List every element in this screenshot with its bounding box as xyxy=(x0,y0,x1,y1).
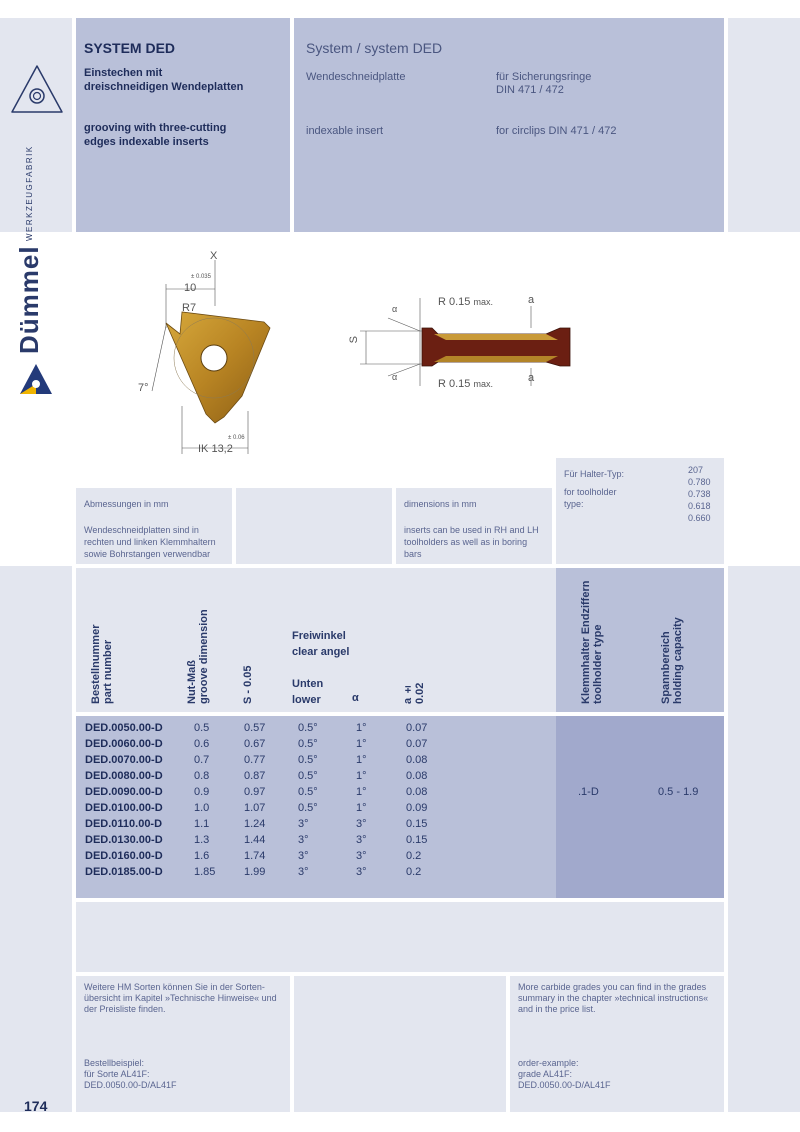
circlip-en: for circlips DIN 471 / 472 xyxy=(496,125,617,137)
alpha-value: 3° xyxy=(356,866,367,878)
insert-symbol-icon xyxy=(8,62,66,117)
header-right-panel xyxy=(294,18,724,232)
table-row xyxy=(76,786,556,802)
table-row xyxy=(76,722,556,738)
insert-de: Wendeschneidplatte xyxy=(306,71,406,83)
dims-de: Abmessungen in mm xyxy=(84,499,169,509)
span-value: 0.5 - 1.9 xyxy=(658,786,699,798)
header-clear: Freiwinkel clear angel xyxy=(292,630,350,658)
info-de-panel xyxy=(76,488,232,564)
part-number: DED.0130.00-D xyxy=(85,834,163,846)
dim-r7-label: R7 xyxy=(182,302,197,314)
lower-value: 3° xyxy=(298,850,309,862)
part-number: DED.0050.00-D xyxy=(85,722,163,734)
a-value: 0.08 xyxy=(406,754,428,766)
alpha-value: 1° xyxy=(356,786,367,798)
insert-en: indexable insert xyxy=(306,125,384,137)
info-en-panel xyxy=(396,488,552,564)
dim-s-label: S xyxy=(348,336,360,344)
usage-en: inserts can be used in RH and LH toolholders as well as in boring bars xyxy=(404,525,539,559)
footer-en-panel xyxy=(510,976,724,1112)
table-row xyxy=(76,770,556,786)
table-row xyxy=(76,834,556,850)
brand-name: Dümmel xyxy=(14,245,44,354)
dim-tol-bottom: ± 0.06 xyxy=(228,435,245,441)
circlip-de: für Sicherungsringe DIN 471 / 472 xyxy=(496,71,592,96)
s-value: 0.87 xyxy=(244,770,266,782)
table-row xyxy=(76,738,556,754)
lower-value: 3° xyxy=(298,834,309,846)
table-body-right xyxy=(556,716,724,898)
order-de: Bestellbeispiel: für Sorte AL41F: DED.0050.00-D/AL41F xyxy=(84,1058,177,1090)
groove-value: 1.3 xyxy=(194,834,210,846)
header-lower: Unten lower xyxy=(292,678,324,706)
r-top-value: R 0.15 xyxy=(438,296,471,308)
s-value: 0.77 xyxy=(244,754,266,766)
s-value: 1.99 xyxy=(244,866,266,878)
left-strip-bottom xyxy=(0,566,72,1112)
lower-value: 3° xyxy=(298,866,309,878)
table-body xyxy=(76,716,556,898)
part-number: DED.0060.00-D xyxy=(85,738,163,750)
holder-en: for toolholder type: xyxy=(564,487,617,509)
a-value: 0.2 xyxy=(406,866,422,878)
dim-a-top: a xyxy=(528,294,535,306)
holder-type: 0.660 xyxy=(688,513,711,523)
header-part: Bestellnummer part number xyxy=(90,624,114,704)
s-value: 1.44 xyxy=(244,834,266,846)
groove-value: 1.1 xyxy=(194,818,210,830)
insert-drawing xyxy=(76,236,726,486)
header-a: a ± 0.02 xyxy=(402,682,426,704)
r-bottom-max: max. xyxy=(473,379,493,389)
holder-types xyxy=(688,464,711,524)
desc-de: Einstechen mit dreischneidigen Wendeplatten xyxy=(84,67,244,93)
alpha-value: 1° xyxy=(356,738,367,750)
alpha-value: 1° xyxy=(356,770,367,782)
grades-en: More carbide grades you can find in the grades summary in the chapter »technical instructions« and in the price list. xyxy=(518,982,709,1014)
a-value: 0.09 xyxy=(406,802,428,814)
part-number: DED.0110.00-D xyxy=(85,818,163,830)
s-value: 0.67 xyxy=(244,738,266,750)
alpha-value: 1° xyxy=(356,754,367,766)
part-number: DED.0080.00-D xyxy=(85,770,163,782)
groove-value: 0.8 xyxy=(194,770,210,782)
s-value: 0.57 xyxy=(244,722,266,734)
part-number: DED.0090.00-D xyxy=(85,786,163,798)
a-value: 0.08 xyxy=(406,786,428,798)
holder-type: 0.738 xyxy=(688,489,711,499)
right-strip-top xyxy=(728,18,800,232)
alpha-value: 3° xyxy=(356,834,367,846)
a-value: 0.08 xyxy=(406,770,428,782)
groove-value: 1.85 xyxy=(194,866,216,878)
groove-value: 0.6 xyxy=(194,738,210,750)
alpha-value: 3° xyxy=(356,818,367,830)
info-blank-panel xyxy=(236,488,392,564)
order-en: order-example: grade AL41F: DED.0050.00-D/AL41F xyxy=(518,1058,611,1090)
dim-10-label: 10 xyxy=(184,282,197,294)
groove-value: 0.7 xyxy=(194,754,210,766)
page-number: 174 xyxy=(24,1098,48,1114)
holder-panel xyxy=(556,458,724,564)
lower-value: 0.5° xyxy=(298,786,318,798)
alpha-value: 1° xyxy=(356,722,367,734)
holder-type: 207 xyxy=(688,465,704,475)
right-strip-bottom xyxy=(728,566,800,1112)
dim-a-bottom: a xyxy=(528,372,535,384)
s-value: 0.97 xyxy=(244,786,266,798)
dim-r-bottom-label xyxy=(438,378,493,390)
grades-de: Weitere HM Sorten können Sie in der Sorten-übersicht im Kapitel »Technische Hinweise« und der Preisliste finden. xyxy=(84,982,277,1014)
alpha-value: 3° xyxy=(356,850,367,862)
header-left-panel xyxy=(76,18,290,232)
a-value: 0.07 xyxy=(406,722,428,734)
holder-de: Für Halter-Typ: xyxy=(564,469,625,479)
lower-value: 3° xyxy=(298,818,309,830)
a-value: 0.07 xyxy=(406,738,428,750)
right-title: System / system DED xyxy=(306,40,443,56)
groove-value: 1.6 xyxy=(194,850,210,862)
a-value: 0.15 xyxy=(406,834,428,846)
groove-value: 1.0 xyxy=(194,802,210,814)
groove-value: 0.5 xyxy=(194,722,210,734)
header-alpha: α xyxy=(352,692,359,704)
part-number: DED.0100.00-D xyxy=(85,802,163,814)
footer-de-panel xyxy=(76,976,290,1112)
a-value: 0.15 xyxy=(406,818,428,830)
table-row xyxy=(76,866,556,882)
header-groove: Nut-Maß groove dimension xyxy=(186,609,210,704)
holder-type: 0.780 xyxy=(688,477,711,487)
table-row xyxy=(76,818,556,834)
table-header xyxy=(76,568,556,712)
a-value: 0.2 xyxy=(406,850,422,862)
holder-value: .1-D xyxy=(578,786,599,798)
brand-triangle-icon xyxy=(18,362,54,396)
part-number: DED.0070.00-D xyxy=(85,754,163,766)
groove-value: 0.9 xyxy=(194,786,210,798)
footer-blank-panel xyxy=(294,976,506,1112)
alpha-value: 1° xyxy=(356,802,367,814)
part-number: DED.0185.00-D xyxy=(85,866,163,878)
lower-value: 0.5° xyxy=(298,770,318,782)
table-header-right xyxy=(556,568,724,712)
lower-value: 0.5° xyxy=(298,754,318,766)
blank-band xyxy=(76,902,724,972)
dim-ik-label: IK 13,2 xyxy=(198,443,233,455)
dim-tol-top: ± 0.035 xyxy=(191,274,211,280)
dim-r-top-label xyxy=(438,296,493,308)
r-top-max: max. xyxy=(473,297,493,307)
drawing-area xyxy=(76,236,726,486)
brand-sub: WERKZEUGFABRIK xyxy=(25,145,34,242)
header-span: Spannbereich holding capacity xyxy=(660,617,684,704)
dim-angle7-label: 7° xyxy=(138,382,149,394)
dim-x-label: X xyxy=(210,250,218,262)
dim-alpha-bottom: α xyxy=(392,372,398,382)
usage-de: Wendeschneidplatten sind in rechten und linken Klemmhaltern sowie Bohrstangen verwendbar xyxy=(84,525,216,559)
lower-value: 0.5° xyxy=(298,802,318,814)
table-row xyxy=(76,850,556,866)
table-row xyxy=(76,802,556,818)
s-value: 1.74 xyxy=(244,850,266,862)
header-holder: Klemmhalter Endziffern toolholder type xyxy=(580,580,604,704)
part-number: DED.0160.00-D xyxy=(85,850,163,862)
r-bottom-value: R 0.15 xyxy=(438,378,471,390)
brand-logo xyxy=(14,145,60,399)
dim-alpha-top: α xyxy=(392,304,398,314)
left-strip-top xyxy=(0,18,72,232)
holder-type: 0.618 xyxy=(688,501,711,511)
dims-en: dimensions in mm xyxy=(404,499,477,509)
lower-value: 0.5° xyxy=(298,738,318,750)
desc-en: grooving with three-cutting edges indexable inserts xyxy=(84,122,227,148)
lower-value: 0.5° xyxy=(298,722,318,734)
header-s: S - 0.05 xyxy=(242,665,254,704)
s-value: 1.24 xyxy=(244,818,266,830)
table-row xyxy=(76,754,556,770)
system-title: SYSTEM DED xyxy=(84,40,176,56)
s-value: 1.07 xyxy=(244,802,266,814)
